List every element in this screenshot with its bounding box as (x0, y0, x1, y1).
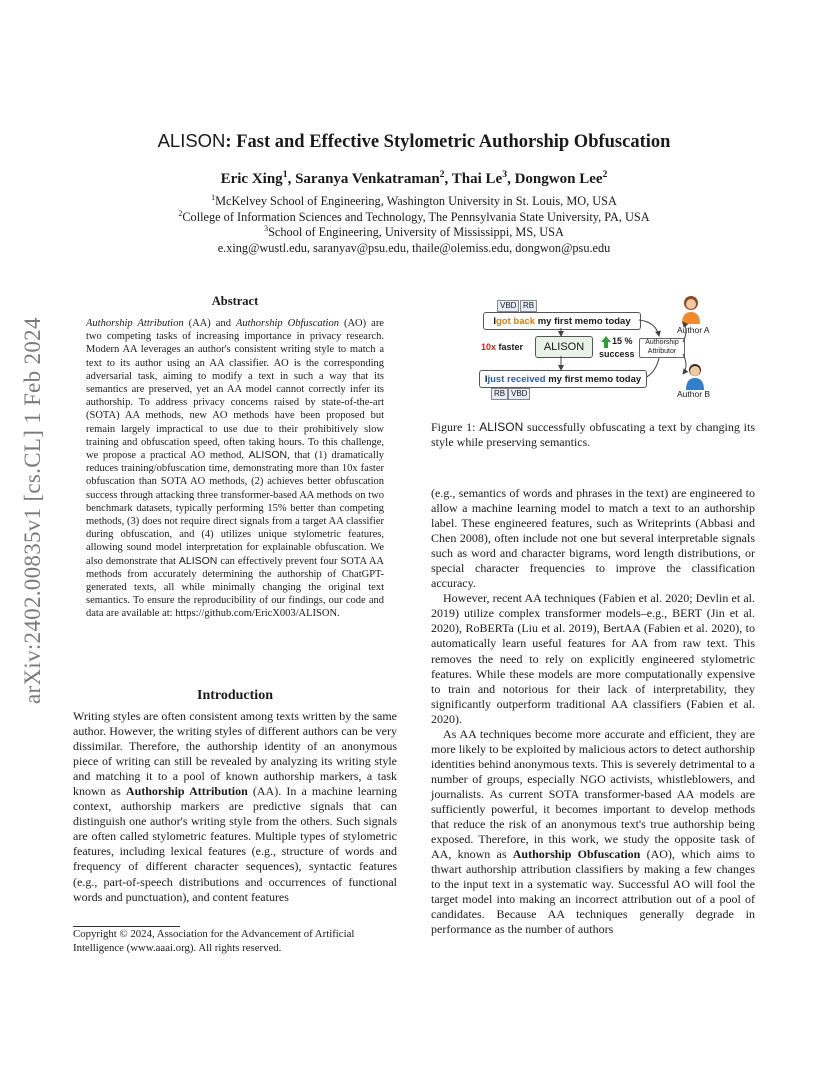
author-list (0, 171, 828, 188)
paragraph (73, 709, 397, 905)
abstract-system-name: ALISON (178, 554, 218, 567)
author-separator: , (444, 171, 452, 187)
title-rest: : Fast and Effective Stylometric Authorship Obfuscation (225, 132, 671, 152)
abstract-text: (AO) are two competing tasks of increasing importance in privacy research. Modern AA leverages an author's consistent writing style to match a text to its author using an AA classifier. AO is the corresponding adversarial task, aiming to modify a text in such a way that its semantics are preserved, yet an AA model cannot correctly infer its authorship. To address privacy concerns raised by state-of-the-art (SOTA) AA methods, new AO methods have been proposed but remain largely impractical to use due to their prohibitively slow training and obfuscation speed, often taking hours. To this challenge, we propose a practical AO method, (86, 318, 384, 462)
affiliations (0, 194, 828, 256)
paragraph-text: As AA techniques become more accurate and efficient, they are more likely to be exploited by malicious actors to detect authorship identities behind anonymous texts. This is severely detrimental to a number of groups, especially NGO activists, whistleblowers, and journalists. As current SOTA transformer-based AA models are sufficiently powerful, it becomes important to develop methods that reduce the risk of an anonymous text's true authorship being exposed. Therefore, in this work, we study the opposite task of AA, known as (431, 726, 755, 862)
bold-term: Authorship Attribution (125, 784, 248, 799)
success-value: 15 % (612, 336, 633, 346)
sentence-text: I (484, 373, 488, 385)
author-name: Eric Xing (220, 171, 283, 187)
author-separator: , (287, 171, 296, 187)
email-line: e.xing@wustl.edu, saranyav@psu.edu, thaile@olemiss.edu, dongwon@psu.edu (217, 240, 611, 255)
paragraph-text: Writing styles are often consistent among texts written by the same author. However, the writing styles of different authors can be very dissimilar. Therefore, the authorship identity of an anonymous piece of writing can still be revealed by analyzing its writing style and matching it to a pool of known authorship markers, a task known as (73, 709, 397, 799)
attributor-text: Attributor (647, 347, 677, 355)
pos-tag: VBD (508, 388, 530, 400)
bold-term: Authorship Obfuscation (512, 847, 641, 862)
copyright-footnote: Copyright © 2024, Association for the Advancement of Artificial Intelligence (www.aaai.org). All rights reserved. (73, 928, 355, 954)
affiliation-line (0, 210, 828, 226)
sentence-text: my first memo today (545, 373, 642, 385)
alison-method-box: ALISON (535, 336, 593, 358)
abstract-text: , that (1) dramatically reduces training/obfuscation time, demonstrating more than 10x faster obfuscation than SOTA AO methods, (2) achieves better obfuscation success through attacking three transformer-based AA methods on two benchmark datasets, typically performing 15% better than competing methods, (3) does not require direct signals from a target AA classifier during obfuscation, and (4) utilizes unique stylometric features, allowing sound model interpretation for explainable obfuscation. We also demonstrate that (86, 450, 384, 567)
affiliation-line (0, 194, 828, 210)
author-affil-mark: 2 (439, 169, 445, 180)
footnote-rule (73, 926, 180, 927)
author-affil-mark: 2 (602, 169, 608, 180)
abstract-body (86, 317, 384, 621)
caption-text: successfully obfuscating a text by changing its style while preserving semantics. (431, 420, 755, 449)
author-separator: , (507, 171, 515, 187)
attributor-text: Authorship (645, 339, 679, 346)
abstract-system-name: ALISON (248, 449, 288, 462)
caption-label: Figure 1: (431, 420, 480, 434)
affil-mark: 2 (178, 208, 183, 218)
author-name: Thai Le (451, 171, 503, 187)
author-name: Saranya Venkatraman (295, 171, 440, 187)
author-affil-mark: 3 (502, 169, 508, 180)
abstract-text: (AA) and (183, 318, 236, 329)
highlighted-phrase: just received (487, 373, 546, 385)
affil-mark: 1 (211, 192, 216, 202)
speed-value: 10x (481, 342, 497, 352)
arxiv-identifier: arXiv:2402.00835v1 [cs.CL] 1 Feb 2024 (20, 317, 45, 704)
pos-tag: RB (520, 300, 537, 312)
figure-1-caption (431, 420, 755, 450)
author-name: Dongwon Lee (514, 171, 603, 187)
paragraph (431, 727, 755, 938)
highlighted-phrase: got back (496, 315, 536, 327)
introduction-heading: Introduction (197, 688, 273, 703)
affiliation-line (0, 225, 828, 241)
sentence-text: my first memo today (535, 315, 631, 327)
obfuscated-sentence-box (479, 370, 647, 388)
affil-text: School of Engineering, University of Mississippi, MS, USA (268, 225, 564, 240)
right-column-body (431, 486, 755, 937)
caption-system-name: ALISON (479, 420, 524, 434)
paragraph-text: (AO), which aims to thwart authorship attribution classifiers by making a few changes to the input text in a systematic way. Successful AO will fool the target model into making an incorrect attribution out of a pool of candidates. Because AA techniques generally degrade in performance as the number of authors (431, 847, 755, 937)
author-b-avatar-icon (683, 362, 707, 390)
title-system-name: ALISON (157, 130, 226, 151)
pos-tag: RB (491, 388, 508, 400)
author-b-label: Author B (677, 389, 711, 399)
abstract-heading: Abstract (211, 294, 259, 308)
sentence-text: I (493, 315, 496, 327)
introduction-body (73, 709, 397, 905)
abstract-aa-term: Authorship Attribution (86, 318, 184, 329)
affil-mark: 3 (264, 224, 269, 234)
author-affil-mark: 1 (282, 169, 288, 180)
affil-text: McKelvey School of Engineering, Washington University in St. Louis, MO, USA (215, 194, 617, 208)
affil-text: College of Information Sciences and Technology, The Pennsylvania State University, PA, USA (182, 209, 650, 224)
paper-title (0, 130, 828, 153)
speed-text: faster (496, 342, 524, 352)
pos-tag: VBD (497, 300, 519, 312)
paragraph-text: (AA). In a machine learning context, authorship markers are predictive signals that can distinguish one author's writing style from the others. Such signals are often called stylometric features. Multiple types of stylometric features, including lexical features (e.g., structure of words and frequency of different character sequences), syntactic features (e.g., part-of-speech distributions and occurrences of functional words and punctuation), and content features (73, 784, 397, 904)
author-a-label: Author A (677, 325, 710, 335)
paragraph: However, recent AA techniques (Fabien et al. 2020; Devlin et al. 2019) utilize complex transformer models–e.g., BERT (Jin et al. 2020), RoBERTa (Liu et al. 2019), BertAA (Fabien et al. 2020), to automatically learn useful features for AA from raw text. This removes the need to rely on explicitly engineered stylometric features. While these models are more computationally expensive to train and notorious for their lack of interpretability, they significantly outperform traditional AA classifiers (Fabien et al. 2020). (431, 591, 755, 726)
figure-1 (431, 292, 755, 402)
abstract-ao-term: Authorship Obfuscation (235, 318, 339, 329)
abstract-text: can effectively prevent four SOTA AA methods from accurately determining the authorship of ChatGPT-generated texts, all while minimally changing the original text semantics. To ensure the reproducibility of our findings, our code and data are available at: https://github.com/EricX003/ALISON. (86, 555, 384, 620)
paragraph: (e.g., semantics of words and phrases in the text) are engineered to allow a machine learning model to match a text to an authorship label. These engineered features, such as Writeprints (Abbasi and Chen 2008), often include not one but several interpretable signals such as word and character bigrams, word length distributions, or special character frequencies to improve the classification accuracy. (431, 486, 755, 591)
success-label: success (599, 349, 635, 359)
